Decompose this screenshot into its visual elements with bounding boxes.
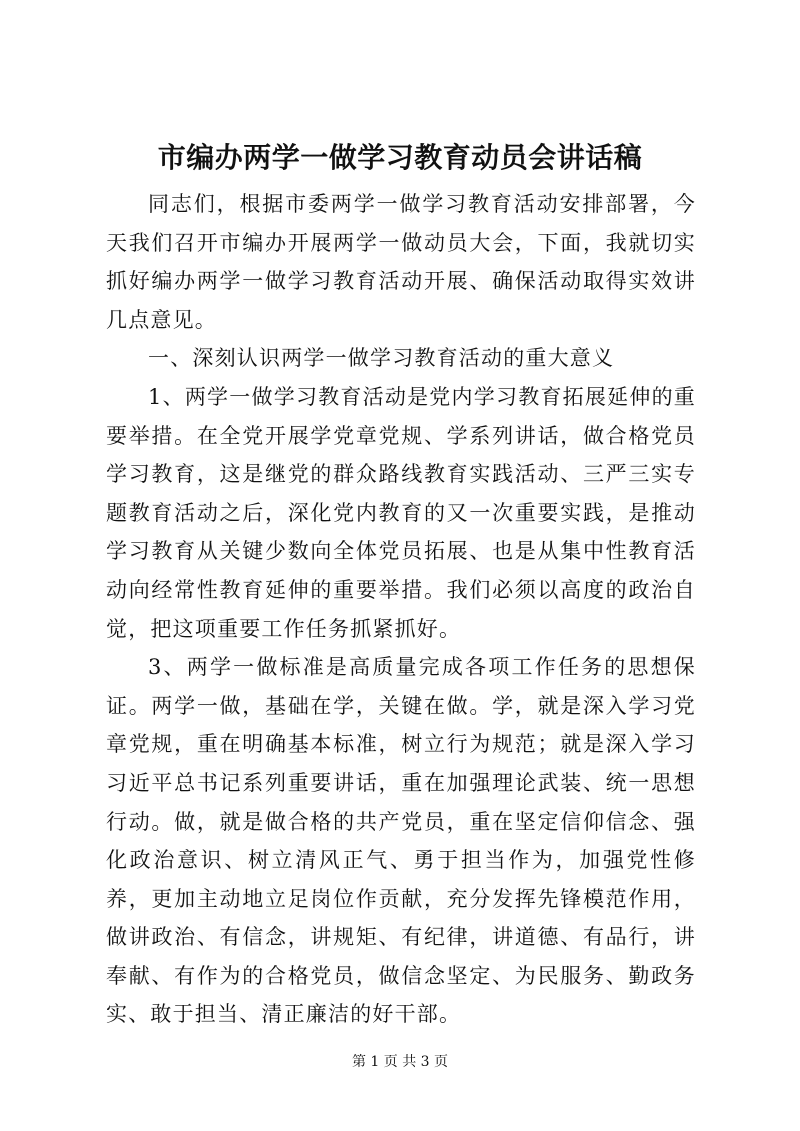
page-title: 市编办两学一做学习教育动员会讲话稿: [157, 141, 643, 174]
paragraph-intro: 同志们，根据市委两学一做学习教育活动安排部署，今天我们召开市编办开展两学一做动员大会，下面，我就切实抓好编办两学一做学习教育活动开展、确保活动取得实效讲几点意见。: [106, 192, 696, 332]
paragraph-point-3: 3、两学一做标准是高质量完成各项工作任务的思想保证。两学一做，基础在学，关键在做。学，就是深入学习党章党规，重在明确基本标准，树立行为规范；就是深入学习习近平总书记系列重要讲话，重在加强理论武装、统一思想行动。做，就是做合格的共产党员，重在坚定信仰信念、强化政治意识、树立清风正气、勇于担当作为，加强党性修养，更加主动地立足岗位作贡献，充分发挥先锋模范作用，做讲政治、有信念，讲规矩、有纪律，讲道德、有品行，讲奉献、有作为的合格党员，做信念坚定、为民服务、勤政务实、敢于担当、清正廉洁的好干部。: [106, 655, 696, 1027]
document-body: [106, 185, 696, 1034]
page-footer: 第 1 页 共 3 页: [351, 1054, 449, 1070]
paragraph-point-1: 1、两学一做学习教育活动是党内学习教育拓展延伸的重要举措。在全党开展学党章党规、学系列讲话，做合格党员学习教育，这是继党的群众路线教育实践活动、三严三实专题教育活动之后，深化党内教育的又一次重要实践，是推动学习教育从关键少数向全体党员拓展、也是从集中性教育活动向经常性教育延伸的重要举措。我们必须以高度的政治自觉，把这项重要工作任务抓紧抓好。: [106, 384, 696, 641]
section-heading: 一、深刻认识两学一做学习教育活动的重大意义: [148, 346, 615, 371]
